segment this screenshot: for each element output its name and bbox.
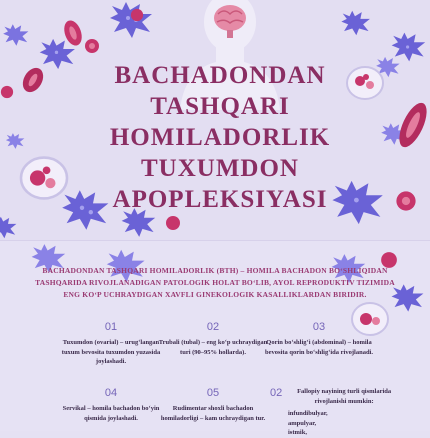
type-item-rudimentar <box>158 387 268 423</box>
intro-text <box>0 265 430 301</box>
type-item-ovarial <box>56 321 166 367</box>
blood-cell-icon <box>84 38 100 54</box>
type-item-abdominal <box>264 321 374 357</box>
item-text: Qorin bo‘shlig‘i (abdominal) – homila bevosita qorin bo‘shlig‘ida rivojlanadi. <box>265 339 373 356</box>
blood-cell-icon <box>395 190 417 212</box>
item-text: Rudimentar shoxli bachadon homiladorligi – kam uchraydigan tur. <box>160 405 266 422</box>
type-item-fallopiy <box>270 387 400 438</box>
germ-icon <box>5 130 27 152</box>
item-number: 02 <box>270 387 283 399</box>
slide-title <box>60 60 380 215</box>
germ-icon <box>2 20 32 50</box>
title-line: APOPLEKSIYASI <box>112 186 328 213</box>
item-number: 02 <box>206 321 220 333</box>
blood-cell-icon <box>165 215 181 231</box>
blood-cell-icon <box>0 85 14 99</box>
fallopiy-subitems <box>270 409 400 438</box>
blood-cell-icon <box>62 18 84 48</box>
intro-line: BACHADONDAN TASHQARI HOMILADORLIK (BTH) – HOMILA BACHADON BO‘SHLIQIDAN <box>42 266 388 275</box>
title-line: BACHADONDAN <box>114 62 326 89</box>
subitem: ampulyar, <box>288 419 317 427</box>
blood-cell-icon <box>395 95 430 155</box>
subitem: infundibulyar, <box>288 410 328 417</box>
blood-cell-icon <box>18 65 48 95</box>
type-item-servikal <box>56 387 166 423</box>
blood-cell-icon <box>130 8 144 22</box>
intro-line: TASHQARIDA RIVOJLANADIGAN PATOLOGIK HOLAT BO‘LIB, AYOL REPRODUKTIV TIZIMIDA <box>35 278 395 287</box>
item-number: 03 <box>312 321 326 333</box>
item-text: Tuxumdon (ovarial) – urug‘langan tuxum bevosita tuxumdon yuzasida joylashadi. <box>61 339 161 365</box>
fallopiy-header <box>270 387 400 406</box>
title-line: TUXUMDON <box>141 155 299 182</box>
content-slide <box>0 240 430 436</box>
subitem: istmik, <box>288 429 307 436</box>
intro-line: ENG KO‘P UCHRAYDIGAN XAVFLI GINEKOLOGIK KASALLIKLARDAN BIRIDIR. <box>63 290 367 299</box>
germ-icon <box>340 8 374 38</box>
item-number: 04 <box>104 387 118 399</box>
item-text: Trubali (tubal) – eng ko‘p uchraydigan turi (90–95% hollarda). <box>158 339 268 356</box>
title-line: TASHQARI <box>150 93 290 120</box>
item-number: 05 <box>206 387 220 399</box>
title-line: HOMILADORLIK <box>109 124 331 151</box>
type-item-tubal <box>158 321 268 357</box>
item-number: 01 <box>104 321 118 333</box>
germ-icon <box>0 215 20 240</box>
item-text: Servikal – homila bachadon bo‘yin qismida joylashadi. <box>62 405 160 422</box>
item-text: Fallopiy nayining turli qismlarida rivojlanishi mumkin: <box>297 388 392 405</box>
